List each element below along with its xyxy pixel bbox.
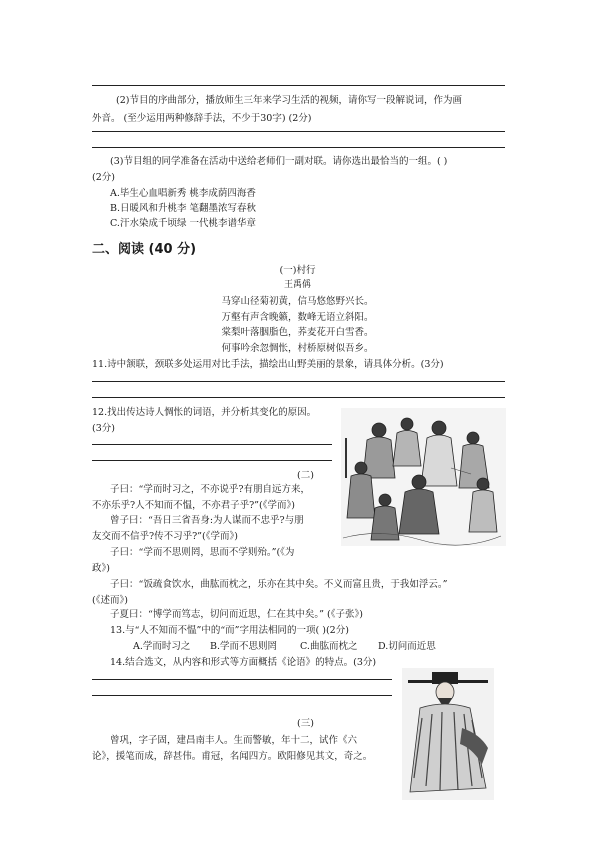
scholar-portrait-illustration <box>402 668 494 800</box>
q11: 11.诗中颔联，颈联多处运用对比手法，描绘出山野美丽的景象，请具体分析。(3分) <box>92 359 444 370</box>
poem-line: 马穿山径菊初黄，信马悠悠野兴长。 <box>221 296 374 307</box>
answer-line <box>92 460 332 461</box>
q13-option-d: D.切问而近思 <box>378 641 436 652</box>
q3-option-b: B.日暖风和升桃李 笔翻墨浓写春秋 <box>110 203 257 214</box>
answer-line <box>92 397 505 398</box>
q14: 14.结合选文，从内容和形式等方面概括《论语》的特点。(3分) <box>110 657 377 668</box>
answer-line <box>92 85 505 86</box>
poem-author: 王禹偁 <box>283 280 311 290</box>
q3-option-c: C.汗水染成千顷绿 一代桃李谱华章 <box>110 218 256 229</box>
lunyu-paragraph: 曾子曰：“吾日三省吾身:为人谋而不忠乎?与朋 <box>110 515 304 526</box>
poem-line: 万壑有声含晚籁，数峰无语立斜阳。 <box>221 312 374 323</box>
part2-label: (二) <box>297 470 314 481</box>
lunyu-paragraph: (《述而》) <box>92 595 128 606</box>
answer-line <box>92 444 332 445</box>
lunyu-paragraph: 政》) <box>92 563 110 574</box>
answer-line <box>92 131 505 132</box>
lunyu-paragraph: 子曰：“饭疏食饮水，曲肱而枕之，乐亦在其中矣。不义而富且贵，于我如浮云。” <box>110 579 448 590</box>
q13-option-c: C.曲肱而枕之 <box>300 641 358 652</box>
answer-line <box>92 147 505 148</box>
poem-title: (一)村行 <box>279 265 316 276</box>
section-heading: 二、阅读 (40 分) <box>92 242 197 257</box>
q3-line-1: (3)节目组的同学准备在活动中送给老师们一副对联。请你选出最恰当的一组。( ) <box>110 156 448 167</box>
classical-text-line: 论》，援笔而成，辞甚伟。甫冠，名闻四方。欧阳修见其文，奇之。 <box>92 751 373 762</box>
q13-option-a: A.学而时习之 <box>133 641 191 652</box>
answer-line <box>92 381 505 382</box>
lunyu-paragraph: 子夏曰：“博学而笃志，切问而近思，仁在其中矣。” (《子张》) <box>110 609 363 620</box>
lunyu-paragraph: 不亦乐乎?人不知而不愠，不亦君子乎?”(《学而》) <box>92 500 295 511</box>
q3-option-a: A.毕生心血唱新秀 桃李成荫四海香 <box>110 188 256 199</box>
answer-line <box>92 695 392 696</box>
poem-line: 棠梨叶落胭脂色，荞麦花开白雪香。 <box>221 327 374 338</box>
q13-stem: 13.与“人不知而不愠”中的“而”字用法相同的一项( )(2分) <box>110 625 349 636</box>
classical-text-line: 曾巩，字子固，建昌南丰人。生而警敏，年十二，试作《六 <box>110 735 358 746</box>
poem-line: 何事吟余忽惆怅，村桥原树似吾乡。 <box>221 343 374 354</box>
q2-line-2: 外音。 (至少运用两种修辞手法，不少于30字) (2分) <box>92 113 312 124</box>
lunyu-paragraph: 子曰：“学而时习之，不亦说乎?有朋自远方来， <box>110 484 310 495</box>
lunyu-paragraph: 子曰：“学而不思则罔，思而不学则殆。”(《为 <box>110 547 295 558</box>
q12-line-2: (3分) <box>92 423 115 434</box>
answer-line <box>92 679 392 680</box>
q3-line-2: (2分) <box>92 172 115 183</box>
lunyu-paragraph: 友交而不信乎?传不习乎?”(《学而》) <box>92 531 238 542</box>
part3-label: (三) <box>297 718 314 729</box>
q2-line-1: (2)节目的序曲部分，播放师生三年来学习生活的视频，请你写一段解说词，作为画 <box>116 95 462 106</box>
q13-option-b: B.学而不思则罔 <box>210 641 278 652</box>
q12-line-1: 12.找出传达诗人惆怅的词语，并分析其变化的原因。 <box>92 407 317 418</box>
confucius-teaching-illustration <box>341 408 506 546</box>
